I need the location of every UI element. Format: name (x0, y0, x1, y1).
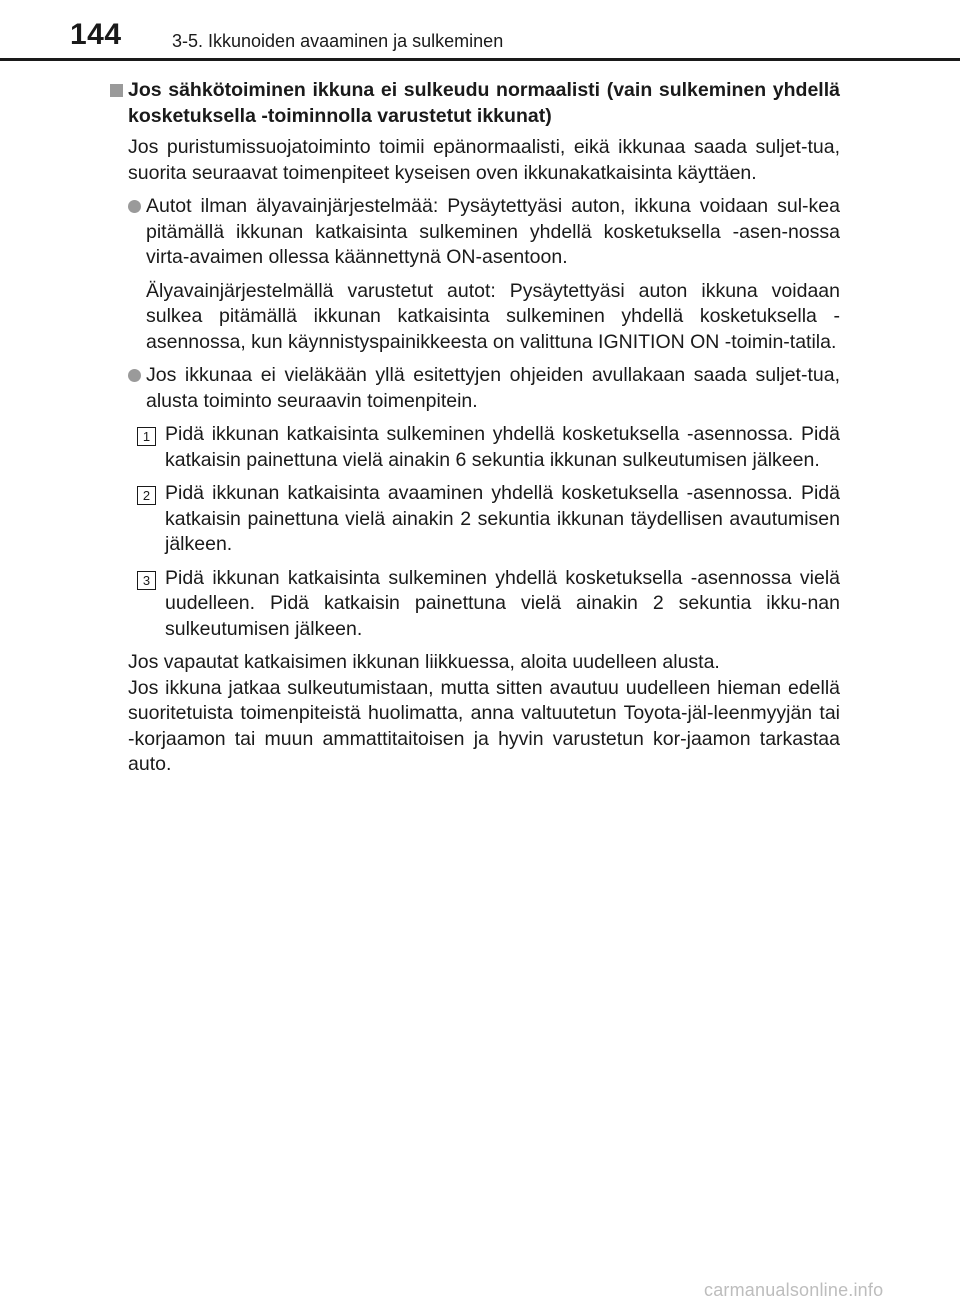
step-number-box: 2 (137, 486, 156, 505)
step-item (110, 422, 840, 473)
bullet-text: Autot ilman älyavainjärjestelmää: Pysäytettyäsi auton, ikkuna voidaan sul-kea pitämällä ikkunan katkaisinta sulkeminen yhdellä kosketuksella -asen-nossa virta-avaimen ollessa käännettynä ON-asentoon. (146, 195, 840, 268)
section-heading (110, 78, 840, 129)
step-text: Pidä ikkunan katkaisinta sulkeminen yhdellä kosketuksella -asennossa vielä uudelleen. Pidä katkaisin painettuna vielä ainakin 2 sekuntia ikku-nan sulkeutumisen jälkeen. (165, 566, 840, 640)
section-title: 3-5. Ikkunoiden avaaminen ja sulkeminen (172, 31, 504, 51)
round-bullet-icon (128, 369, 141, 382)
square-bullet-icon (110, 84, 123, 97)
step-text: Pidä ikkunan katkaisinta avaaminen yhdellä kosketuksella -asennossa. Pidä katkaisin painettuna vielä ainakin 2 sekuntia ikkunan täydellisen avautumisen jälkeen. (165, 482, 840, 555)
intro-paragraph: Jos puristumissuojatoiminto toimii epänormaalisti, eikä ikkunaa saada suljet-tua, suorita seuraavat toimenpiteet kyseisen oven ikkunakatkaisinta käyttäen. (128, 136, 840, 184)
header-rule (0, 58, 960, 61)
step-item (110, 566, 840, 643)
closing-note: Jos vapautat katkaisimen ikkunan liikkuessa, aloita uudelleen alusta. (128, 651, 720, 673)
main-content (110, 78, 840, 778)
step-item (110, 481, 840, 558)
step-number-box: 3 (137, 571, 156, 590)
step-number-box: 1 (137, 427, 156, 446)
page-number: 144 (70, 18, 122, 51)
step-text: Pidä ikkunan katkaisinta sulkeminen yhdellä kosketuksella -asennossa. Pidä katkaisin painettuna vielä ainakin 6 sekuntia ikkunan sulkeutumisen jälkeen. (165, 423, 840, 471)
closing-note: Jos ikkuna jatkaa sulkeutumistaan, mutta sitten avautuu uudelleen hieman edellä suoritetuista toimenpiteistä huolimatta, anna valtuutetun Toyota-jäl-leenmyyjän tai -korjaamon tai muun ammattitaitoisen ja hyvin varustetun kor-jaamon tarkastaa auto. (128, 676, 840, 775)
round-bullet-icon (128, 200, 141, 213)
bullet-item (110, 363, 840, 414)
bullet-item (110, 194, 840, 271)
bullet-sub-paragraph: Älyavainjärjestelmällä varustetut autot: Pysäytettyäsi auton ikkuna voidaan sulkea pitämällä ikkunan katkaisinta sulkeminen yhdellä kosketuksella -asennossa, kun käynnistyspainikkeesta on valittuna IGNITION ON -toimin-tatila. (146, 279, 840, 353)
closing-notes (110, 650, 840, 778)
page-header (0, 0, 960, 60)
watermark: carmanualsonline.info (704, 1280, 884, 1300)
heading-text: Jos sähkötoiminen ikkuna ei sulkeudu normaalisti (vain sulkeminen yhdellä kosketuksella -toiminnolla varustetut ikkunat) (128, 79, 840, 127)
bullet-text: Jos ikkunaa ei vieläkään yllä esitettyjen ohjeiden avullakaan saada suljet-tua, alusta toiminto seuraavin toimenpitein. (146, 364, 840, 412)
